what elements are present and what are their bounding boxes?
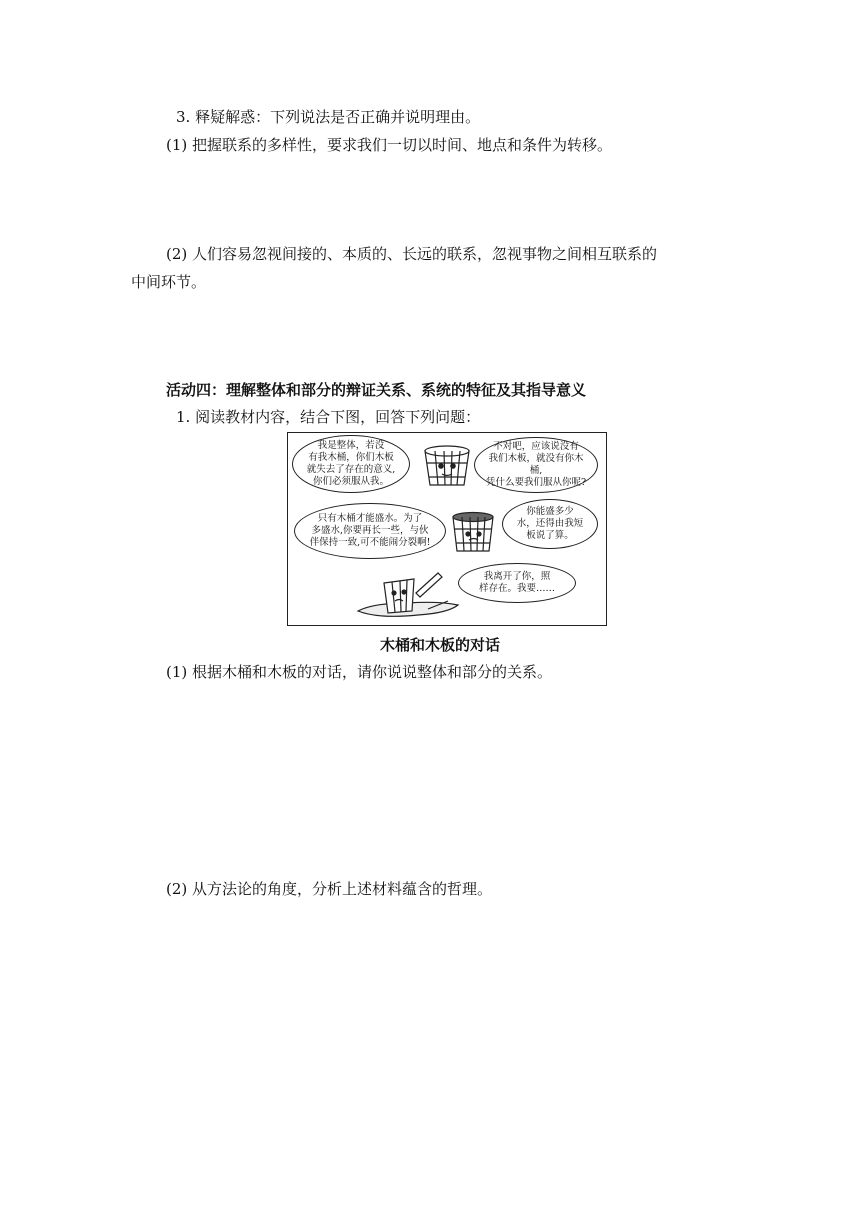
bucket-middle-icon bbox=[453, 513, 493, 552]
bucket-top-icon bbox=[425, 446, 469, 485]
section3-question-2-line1: (2) 人们容易忽视间接的、本质的、长远的联系，忽视事物之间相互联系的 bbox=[166, 245, 658, 263]
speech-bubble-bucket-2: 只有木桶才能盛水。为了 多盛水,你要再长一些，与伙 伴保持一致,可不能闹分裂啊! bbox=[294, 503, 446, 559]
section3-question-1: (1) 把握联系的多样性，要求我们一切以时间、地点和条件为转移。 bbox=[166, 136, 613, 154]
speech-bubble-plank-1: 不对吧，应该说没有 我们木板，就没有你木桶, 凭什么要我们服从你呢? bbox=[474, 437, 598, 493]
bucket-dialogue-figure bbox=[287, 432, 607, 626]
figure-caption: 木桶和木板的对话 bbox=[380, 636, 501, 654]
section3-title: 3. 释疑解惑：下列说法是否正确并说明理由。 bbox=[176, 108, 481, 126]
speech-bubble-short-plank: 你能盛多少 水，还得由我短 板说了算。 bbox=[502, 499, 598, 549]
speech-bubble-bucket-1: 我是整体，若没 有我木桶，你们木板 就失去了存在的意义, 你们必须服从我。 bbox=[292, 435, 410, 493]
activity4-question-2: (2) 从方法论的角度，分析上述材料蕴含的哲理。 bbox=[166, 880, 493, 898]
section3-question-2-line2: 中间环节。 bbox=[131, 273, 207, 291]
activity4-question-1: (1) 根据木桶和木板的对话，请你说说整体和部分的关系。 bbox=[166, 663, 553, 681]
activity4-heading: 活动四：理解整体和部分的辩证关系、系统的特征及其指导意义 bbox=[166, 381, 587, 399]
speech-bubble-broken-plank: 我离开了你，照 样存在。我要…… bbox=[458, 563, 576, 603]
broken-bucket-icon bbox=[358, 573, 458, 616]
activity4-instruction: 1. 阅读教材内容，结合下图，回答下列问题： bbox=[176, 408, 481, 426]
